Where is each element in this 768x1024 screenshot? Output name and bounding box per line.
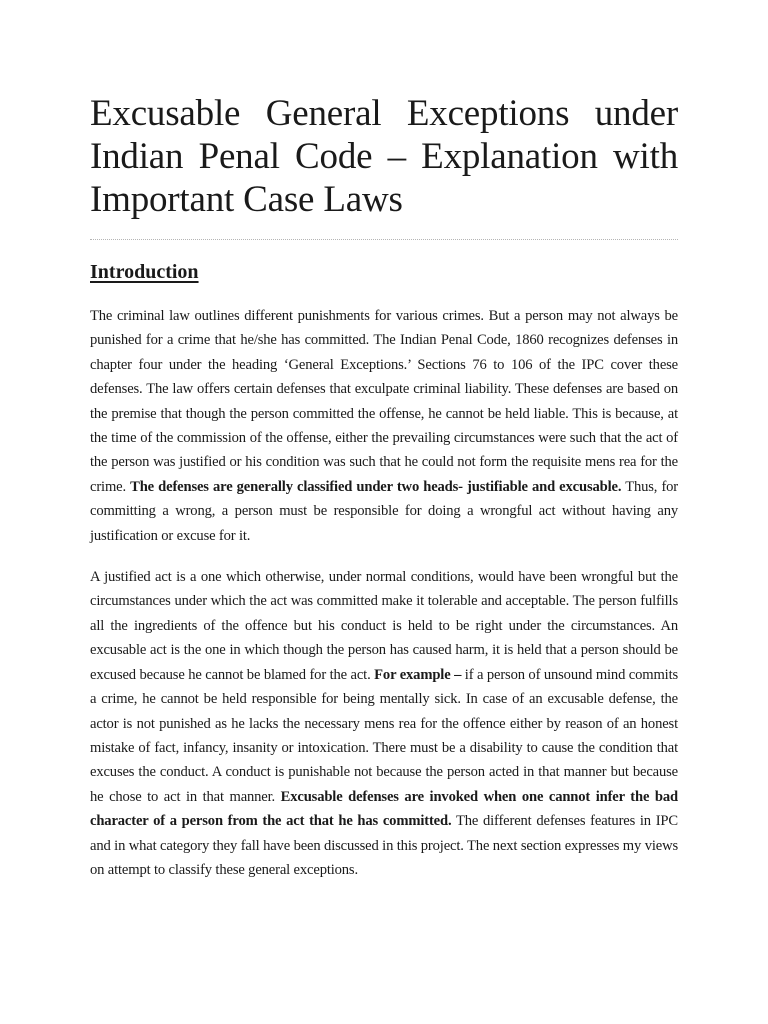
paragraph-2: [90, 565, 678, 882]
paragraph-2-text-c: The different defenses features in IPC and in what category they fall have been discussed in this project. The next section expresses my views on attempt to classify these general exceptions.: [90, 813, 678, 878]
paragraph-2-text-b: if a person of unsound mind commits a crime, he cannot be held responsible for being mentally sick. In case of an excusable defense, the actor is not punished as he lacks the necessary mens rea for the offence either by reason of an honest mistake of fact, infancy, insanity or intoxication. There must be a disability to cause the condition that excuses the conduct. A conduct is punishable not because the person acted in that manner but because he chose to act in that manner.: [90, 666, 678, 805]
page-title: Excusable General Exceptions under Indian Penal Code – Explanation with Important Case Laws: [90, 93, 678, 220]
paragraph-2-text-a: A justified act is a one which otherwise, under normal conditions, would have been wrongful but the circumstances under which the act was committed make it tolerable and acceptable. The person fulfills all the ingredients of the offence but his conduct is held to be right under the circumstances. An excusable act is the one in which though the person has caused harm, it is held that a person should be excused because he cannot be blamed for the act.: [90, 569, 678, 683]
paragraph-1-text-b: Thus, for committing a wrong, a person must be responsible for doing a wrongful act without having any justification or excuse for it.: [90, 478, 679, 544]
paragraph-2-bold-b: Excusable defenses are invoked when one cannot infer the bad character of a person from the act that he has committed.: [90, 788, 678, 830]
paragraph-2-bold-a: For example –: [374, 666, 462, 683]
title-divider: [90, 239, 678, 240]
section-heading-introduction: Introduction: [90, 261, 199, 283]
paragraph-1-bold-a: The defenses are generally classified under two heads- justifiable and excusable.: [130, 478, 622, 495]
paragraph-1-text-a: The criminal law outlines different punishments for various crimes. But a person may not always be punished for a crime that he/she has committed. The Indian Penal Code, 1860 recognizes defenses in chapter four under the heading ‘General Exceptions.’ Sections 76 to 106 of the IPC cover these defenses. The law offers certain defenses that exculpate criminal liability. These defenses are based on the premise that though the person committed the offense, he cannot be held liable. This is because, at the time of the commission of the offense, either the prevailing circumstances were such that the act of the person was justified or his condition was such that he could not form the requisite mens rea for the crime.: [90, 308, 678, 495]
document-page: [90, 92, 678, 882]
paragraph-1: [90, 304, 678, 548]
